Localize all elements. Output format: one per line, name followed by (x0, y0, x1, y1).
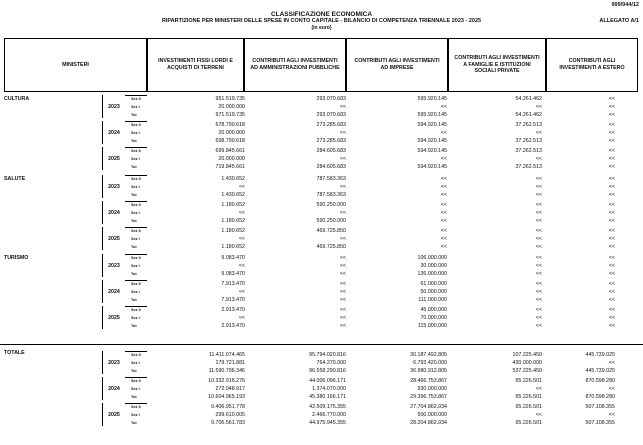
cell-value: << (535, 202, 542, 208)
cell-value: 65.226.501 (515, 419, 542, 426)
ministry-name: TOTALE (4, 350, 25, 356)
cell-value: 54.261.462 (515, 111, 542, 118)
cell-value: 107.225.450 (512, 352, 542, 358)
section-label: Tot (131, 244, 137, 249)
cell-value: << (535, 255, 542, 261)
cell-value: << (535, 296, 542, 303)
section-label: Sez I (131, 315, 140, 320)
year-label: 2025 (108, 314, 120, 321)
cell-value: 445.739.025 (585, 352, 615, 358)
cell-value: 20.000.000 (218, 129, 245, 136)
cell-value: 9.083.470 (221, 270, 245, 277)
header-contributi-imprese: CONTRIBUTI AGLI INVESTIMENTI AD IMPRESE (346, 38, 448, 92)
section-label: Tot (131, 271, 137, 276)
cell-value: 507.108.355 (585, 404, 615, 410)
table-row (0, 104, 643, 111)
section-label: Sez I (131, 386, 140, 391)
cell-value: 95.794.020.816 (309, 352, 346, 358)
totale-separator (0, 344, 643, 345)
cell-value: << (535, 322, 542, 329)
cell-value: 9.706.561.783 (211, 419, 245, 426)
cell-value: 595.920.145 (417, 96, 447, 102)
document-subtitle: RIPARTIZIONE PER MINISTERI DELLE SPESE IN CONTO CAPITALE - BILANCIO DI COMPETENZA TRIENNALE 2023 - 2025 (161, 18, 482, 24)
section-label: Sez II (131, 405, 141, 409)
section-label: Sez II (131, 123, 141, 127)
section-label: Tot (131, 323, 137, 328)
section-label: Tot (131, 368, 137, 373)
cell-value: 594.920.145 (417, 148, 447, 154)
header-contributi-estero: CONTRIBUTI AGLI INVESTIMENTI A ESTERO (546, 38, 638, 92)
table-row (0, 138, 643, 145)
cell-value: 6.793.420.000 (413, 359, 447, 366)
cell-value: << (608, 155, 615, 162)
cell-value: << (440, 191, 447, 198)
section-label: Sez I (131, 184, 140, 189)
table-row (0, 386, 643, 393)
cell-value: 537.225.450 (512, 367, 542, 374)
table-row (0, 307, 643, 314)
section-label: Sez II (131, 282, 141, 286)
cell-value: << (339, 183, 346, 190)
table-row (0, 412, 643, 419)
cell-value: 787.583.363 (316, 191, 346, 198)
cell-value: << (440, 243, 447, 250)
section-label: Sez II (131, 308, 141, 312)
cell-value: 678.790.618 (215, 122, 245, 128)
section-label: Sez I (131, 263, 140, 268)
cell-value: << (535, 155, 542, 162)
cell-value: 45.000.000 (420, 307, 447, 313)
header-ministeri: MINISTERI (4, 38, 147, 92)
cell-value: 500.000.000 (417, 411, 447, 418)
cell-value: << (535, 176, 542, 182)
cell-value: << (608, 314, 615, 321)
cell-value: 284.605.683 (316, 148, 346, 154)
cell-value: 9.406.951.778 (211, 404, 245, 410)
table-row (0, 156, 643, 163)
section-label: Sez II (131, 256, 141, 260)
cell-value: 951.519.735 (215, 96, 245, 102)
cell-value: << (339, 255, 346, 261)
cell-value: 445.739.025 (585, 367, 615, 374)
table-row (0, 130, 643, 137)
cell-value: 44.975.945.355 (309, 419, 346, 426)
cell-value: 299.610.005 (215, 411, 245, 418)
cell-value: << (440, 202, 447, 208)
cell-value: << (238, 235, 245, 242)
table-row (0, 360, 643, 367)
section-label: Sez II (131, 379, 141, 383)
cell-value: << (535, 228, 542, 234)
table-row (0, 148, 643, 155)
cell-value: 1.180.652 (221, 202, 245, 208)
table-row (0, 404, 643, 411)
year-label: 2024 (108, 129, 120, 136)
cell-value: << (535, 314, 542, 321)
cell-value: << (535, 243, 542, 250)
section-label: Sez I (131, 412, 140, 417)
cell-value: 179.721.881 (215, 359, 245, 366)
table-row (0, 164, 643, 171)
table-row (0, 297, 643, 304)
cell-value: 2.466.770.000 (312, 411, 346, 418)
cell-value: << (535, 129, 542, 136)
section-label: Sez II (131, 203, 141, 207)
cell-value: 1.430.652 (221, 191, 245, 198)
cell-value: 870.598.280 (585, 378, 615, 384)
cell-value: << (535, 183, 542, 190)
table-row (0, 184, 643, 191)
cell-value: 115.000.000 (417, 322, 447, 329)
cell-value: 7.913.470 (221, 281, 245, 287)
cell-value: << (535, 270, 542, 277)
document-title: CLASSIFICAZIONE ECONOMICA (270, 11, 373, 18)
cell-value: << (608, 191, 615, 198)
year-label: 2023 (108, 262, 120, 269)
cell-value: 2.913.470 (221, 322, 245, 329)
cell-value: << (608, 122, 615, 128)
header-contributi-amministrazioni: CONTRIBUTI AGLI INVESTIMENTI AD AMMINISTRAZIONI PUBBLICHE (244, 38, 346, 92)
cell-value: << (608, 322, 615, 329)
cell-value: 930.000.000 (417, 385, 447, 392)
cell-value: 293.070.683 (316, 96, 346, 102)
cell-value: 65.226.501 (515, 378, 542, 384)
cell-value: 699.845.661 (215, 148, 245, 154)
cell-value: 1.430.652 (221, 176, 245, 182)
cell-value: << (535, 262, 542, 269)
cell-value: 719.845.661 (215, 163, 245, 170)
cell-value: 28.204.862.934 (410, 419, 447, 426)
cell-value: 11.590.796.346 (208, 367, 245, 374)
ministry-name: TURISMO (4, 255, 29, 261)
cell-value: << (608, 255, 615, 261)
cell-value: 1.180.652 (221, 217, 245, 224)
cell-value: << (440, 176, 447, 182)
year-label: 2023 (108, 359, 120, 366)
document-id: 999/944/12 (611, 2, 639, 8)
cell-value: << (440, 228, 447, 234)
section-label: Sez I (131, 360, 140, 365)
cell-value: << (238, 314, 245, 321)
cell-value: << (339, 270, 346, 277)
cell-value: << (440, 183, 447, 190)
section-label: Sez I (131, 130, 140, 135)
cell-value: 787.583.363 (316, 176, 346, 182)
table-row (0, 228, 643, 235)
cell-value: 273.285.683 (316, 122, 346, 128)
unit-label: (in euro) (311, 25, 332, 31)
section-label: Sez I (131, 210, 140, 215)
cell-value: 272.048.917 (215, 385, 245, 392)
table-row (0, 244, 643, 251)
cell-value: 37.262.513 (515, 148, 542, 154)
cell-value: << (535, 209, 542, 216)
cell-value: 1.180.652 (221, 243, 245, 250)
cell-value: 469.725.850 (316, 228, 346, 234)
table-row (0, 192, 643, 199)
cell-value: << (608, 137, 615, 144)
cell-value: 65.226.501 (515, 404, 542, 410)
cell-value: << (608, 243, 615, 250)
cell-value: 9.083.470 (221, 255, 245, 261)
table-row (0, 210, 643, 217)
table-row (0, 352, 643, 359)
cell-value: 764.270.000 (316, 359, 346, 366)
cell-value: << (608, 288, 615, 295)
cell-value: 2.913.470 (221, 307, 245, 313)
table-row (0, 96, 643, 103)
cell-value: << (238, 262, 245, 269)
cell-value: 61.000.000 (420, 281, 447, 287)
cell-value: << (535, 281, 542, 287)
cell-value: << (339, 103, 346, 110)
cell-value: << (608, 183, 615, 190)
cell-value: << (339, 322, 346, 329)
section-label: Sez II (131, 177, 141, 181)
cell-value: << (608, 359, 615, 366)
cell-value: << (440, 209, 447, 216)
cell-value: 20.000.000 (218, 103, 245, 110)
cell-value: 273.285.683 (316, 137, 346, 144)
cell-value: << (608, 307, 615, 313)
section-label: Tot (131, 112, 137, 117)
table-row (0, 176, 643, 183)
section-label: Tot (131, 394, 137, 399)
cell-value: << (339, 235, 346, 242)
cell-value: << (535, 235, 542, 242)
cell-value: << (238, 183, 245, 190)
section-label: Sez I (131, 156, 140, 161)
cell-value: << (440, 129, 447, 136)
table-row (0, 378, 643, 385)
cell-value: << (608, 129, 615, 136)
table-row (0, 112, 643, 119)
cell-value: 594.920.145 (417, 163, 447, 170)
cell-value: 971.519.735 (215, 111, 245, 118)
cell-value: << (339, 129, 346, 136)
year-label: 2023 (108, 103, 120, 110)
cell-value: 96.558.290.816 (309, 367, 346, 374)
table-row (0, 202, 643, 209)
cell-value: << (339, 262, 346, 269)
cell-value: 30.000.000 (420, 262, 447, 269)
year-label: 2024 (108, 288, 120, 295)
cell-value: 1.180.652 (221, 228, 245, 234)
cell-value: << (339, 281, 346, 287)
table-row (0, 255, 643, 262)
cell-value: 70.000.000 (420, 314, 447, 321)
table-row (0, 218, 643, 225)
cell-value: << (608, 96, 615, 102)
year-label: 2025 (108, 155, 120, 162)
table-row (0, 323, 643, 330)
cell-value: 54.261.462 (515, 96, 542, 102)
cell-value: 594.920.145 (417, 122, 447, 128)
cell-value: << (608, 270, 615, 277)
cell-value: 594.920.145 (417, 137, 447, 144)
cell-value: 45.380.166.171 (309, 393, 346, 400)
cell-value: 136.000.000 (417, 270, 447, 277)
section-label: Sez I (131, 289, 140, 294)
cell-value: << (608, 163, 615, 170)
cell-value: 37.262.513 (515, 163, 542, 170)
cell-value: << (608, 281, 615, 287)
table-row (0, 122, 643, 129)
cell-value: 870.598.280 (585, 393, 615, 400)
cell-value: 293.070.683 (316, 111, 346, 118)
cell-value: 106.000.000 (417, 255, 447, 261)
cell-value: << (535, 288, 542, 295)
cell-value: 507.108.355 (585, 419, 615, 426)
cell-value: << (608, 217, 615, 224)
table-row (0, 236, 643, 243)
cell-value: << (238, 288, 245, 295)
cell-value: 111.000.000 (418, 296, 447, 303)
cell-value: << (535, 411, 542, 418)
section-label: Tot (131, 164, 137, 169)
section-label: Sez II (131, 353, 141, 357)
cell-value: << (608, 235, 615, 242)
table-row (0, 315, 643, 322)
table-row (0, 368, 643, 375)
year-label: 2025 (108, 411, 120, 418)
section-label: Sez II (131, 149, 141, 153)
cell-value: << (535, 217, 542, 224)
cell-value: 7.913.470 (221, 296, 245, 303)
cell-value: 590.250.000 (316, 217, 346, 224)
section-label: Sez II (131, 229, 141, 233)
cell-value: << (535, 103, 542, 110)
cell-value: << (608, 176, 615, 182)
cell-value: << (440, 235, 447, 242)
ministry-name: SALUTE (4, 176, 26, 182)
table-row (0, 263, 643, 270)
cell-value: << (608, 148, 615, 154)
cell-value: << (440, 103, 447, 110)
table-row (0, 289, 643, 296)
cell-value: 50.000.000 (420, 288, 447, 295)
cell-value: << (608, 385, 615, 392)
year-label: 2024 (108, 209, 120, 216)
cell-value: << (608, 262, 615, 269)
table-row (0, 271, 643, 278)
year-label: 2024 (108, 385, 120, 392)
table-row (0, 281, 643, 288)
cell-value: << (608, 209, 615, 216)
section-label: Sez II (131, 97, 141, 101)
cell-value: << (339, 307, 346, 313)
cell-value: << (339, 296, 346, 303)
section-label: Tot (131, 420, 137, 425)
section-label: Tot (131, 138, 137, 143)
cell-value: << (535, 191, 542, 198)
cell-value: 37.262.513 (515, 122, 542, 128)
cell-value: 284.605.683 (316, 163, 346, 170)
cell-value: 30.187.492.805 (410, 352, 447, 358)
cell-value: 27.704.862.934 (410, 404, 447, 410)
cell-value: 37.262.513 (515, 137, 542, 144)
cell-value: 1.374.070.000 (312, 385, 346, 392)
cell-value: 595.920.145 (417, 111, 447, 118)
cell-value: << (608, 202, 615, 208)
cell-value: << (339, 155, 346, 162)
section-label: Sez I (131, 104, 140, 109)
cell-value: << (608, 296, 615, 303)
cell-value: << (608, 411, 615, 418)
cell-value: << (608, 228, 615, 234)
header-investimenti-fissi: INVESTIMENTI FISSI LORDI E ACQUISTI DI TERRENI (147, 38, 244, 92)
cell-value: << (608, 111, 615, 118)
cell-value: 590.250.000 (316, 202, 346, 208)
cell-value: 20.000.000 (218, 155, 245, 162)
cell-value: 430.000.000 (512, 359, 542, 366)
cell-value: 698.790.618 (215, 137, 245, 144)
cell-value: << (339, 314, 346, 321)
table-row (0, 394, 643, 401)
ministry-name: CULTURA (4, 96, 30, 102)
cell-value: 11.411.074.465 (208, 352, 245, 358)
cell-value: << (339, 288, 346, 295)
cell-value: << (535, 307, 542, 313)
cell-value: 44.006.096.171 (309, 378, 346, 384)
cell-value: 10.332.916.276 (208, 378, 245, 384)
section-label: Tot (131, 297, 137, 302)
cell-value: 29.396.753.867 (410, 393, 447, 400)
section-label: Sez I (131, 236, 140, 241)
year-label: 2025 (108, 235, 120, 242)
cell-value: 65.226.501 (515, 393, 542, 400)
cell-value: 42.509.175.355 (309, 404, 346, 410)
cell-value: << (608, 103, 615, 110)
table-row (0, 420, 643, 427)
cell-value: << (535, 385, 542, 392)
cell-value: 10.604.965.193 (208, 393, 245, 400)
cell-value: << (440, 155, 447, 162)
cell-value: << (238, 209, 245, 216)
allegato-label: ALLEGATO A/1 (599, 18, 639, 24)
year-label: 2023 (108, 183, 120, 190)
cell-value: 28.466.753.867 (410, 378, 447, 384)
cell-value: << (440, 217, 447, 224)
cell-value: << (339, 209, 346, 216)
cell-value: 469.725.850 (316, 243, 346, 250)
section-label: Tot (131, 192, 137, 197)
section-label: Tot (131, 218, 137, 223)
cell-value: 36.980.912.805 (410, 367, 447, 374)
header-contributi-famiglie: CONTRIBUTI AGLI INVESTIMENTI A FAMIGLIE E ISTITUZIONI SOCIALI PRIVATE (448, 38, 546, 92)
